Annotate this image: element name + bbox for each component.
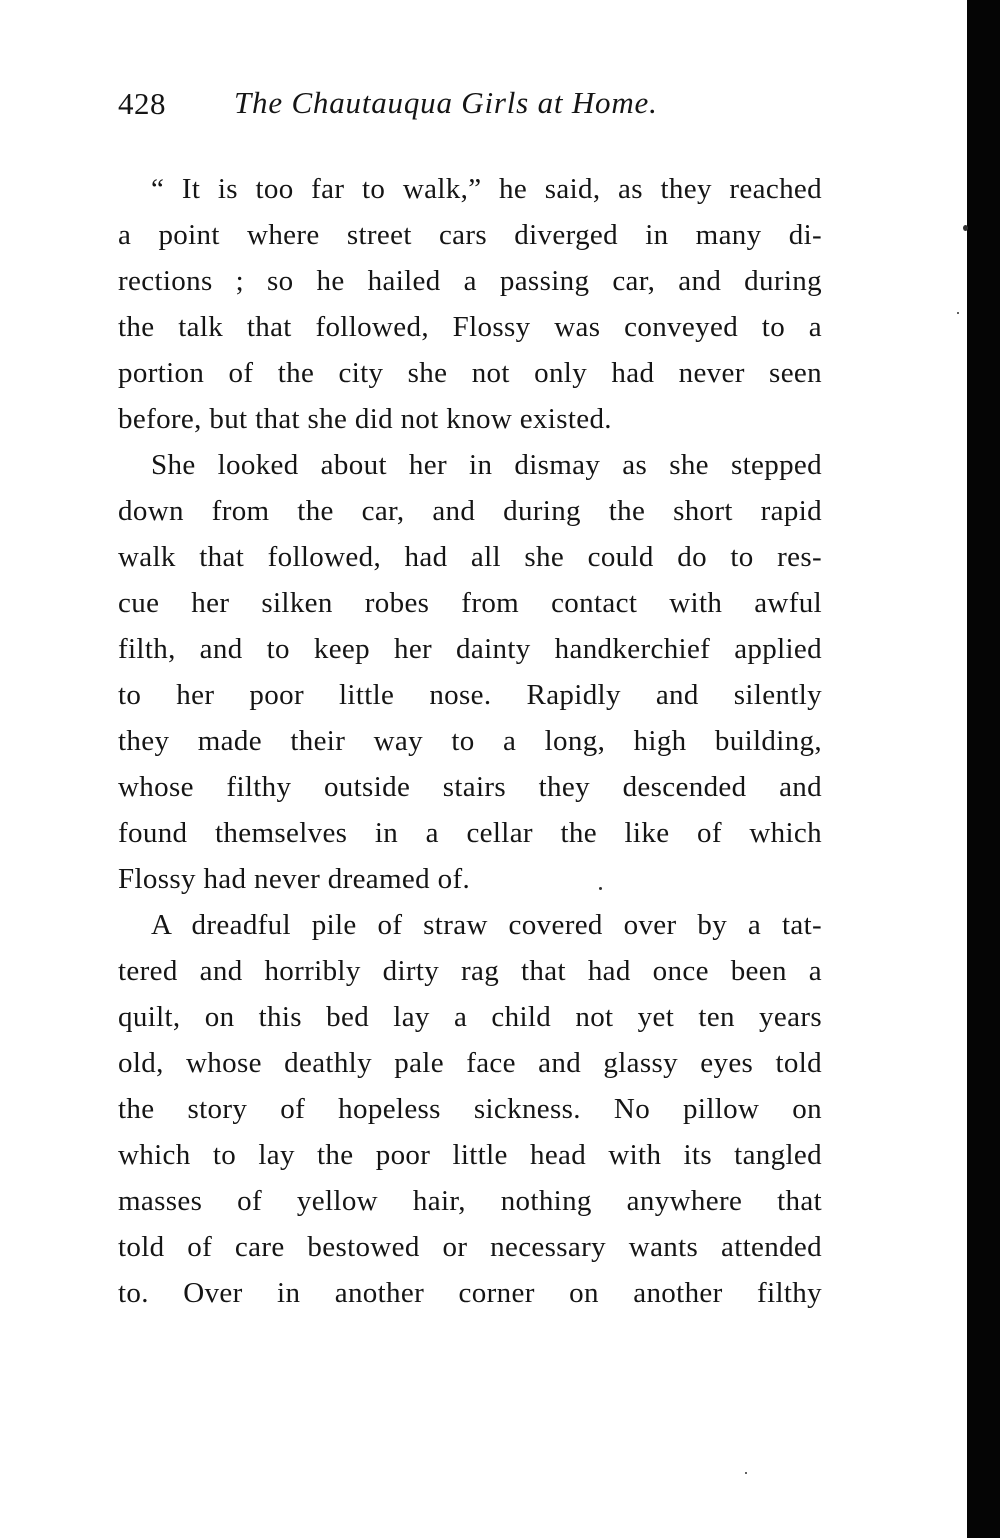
text-line: told of care bestowed or necessary wants attended	[118, 1231, 822, 1263]
text-line: whose filthy outside stairs they descended and	[118, 771, 822, 803]
text-line: they made their way to a long, high building,	[118, 725, 822, 757]
text-line: tered and horribly dirty rag that had once been a	[118, 955, 822, 987]
ink-speck	[745, 1472, 747, 1474]
paragraph-1	[118, 166, 822, 442]
text-line: cue her silken robes from contact with awful	[118, 587, 822, 619]
text-line: filth, and to keep her dainty handkerchief applied	[118, 633, 822, 665]
paragraph-2	[118, 442, 822, 902]
text-line: found themselves in a cellar the like of which	[118, 817, 822, 849]
text-line: down from the car, and during the short rapid	[118, 495, 822, 527]
text-line: A dreadful pile of straw covered over by a tat-	[151, 909, 822, 941]
text-line: to. Over in another corner on another filthy	[118, 1277, 822, 1309]
text-line: the story of hopeless sickness. No pillow on	[118, 1093, 822, 1125]
page-header	[118, 76, 838, 126]
running-title: The Chautauqua Girls at Home.	[234, 85, 658, 120]
text-line: to her poor little nose. Rapidly and silently	[118, 679, 822, 711]
paragraph-3	[118, 902, 822, 1316]
text-line: “ It is too far to walk,” he said, as they reached	[151, 173, 822, 205]
text-line: quilt, on this bed lay a child not yet ten years	[118, 1001, 822, 1033]
scan-edge-shadow	[967, 0, 1000, 1538]
text-line: She looked about her in dismay as she stepped	[151, 449, 822, 481]
text-line: the talk that followed, Flossy was conveyed to a	[118, 311, 822, 343]
body-text	[118, 166, 822, 1316]
text-line: before, but that she did not know existed.	[118, 403, 612, 435]
text-line: old, whose deathly pale face and glassy eyes told	[118, 1047, 822, 1079]
text-line: which to lay the poor little head with its tangled	[118, 1139, 822, 1171]
text-line: Flossy had never dreamed of.	[118, 863, 471, 895]
text-line: masses of yellow hair, nothing anywhere that	[118, 1185, 822, 1217]
page-number: 428	[118, 86, 166, 121]
ink-speck	[957, 312, 959, 314]
text-line: portion of the city she not only had never seen	[118, 357, 822, 389]
ink-speck	[599, 887, 602, 890]
text-line: walk that followed, had all she could do to res-	[118, 541, 822, 573]
text-line: rections ; so he hailed a passing car, and during	[118, 265, 822, 297]
text-line: a point where street cars diverged in many di-	[118, 219, 822, 251]
ink-speck	[963, 225, 968, 231]
